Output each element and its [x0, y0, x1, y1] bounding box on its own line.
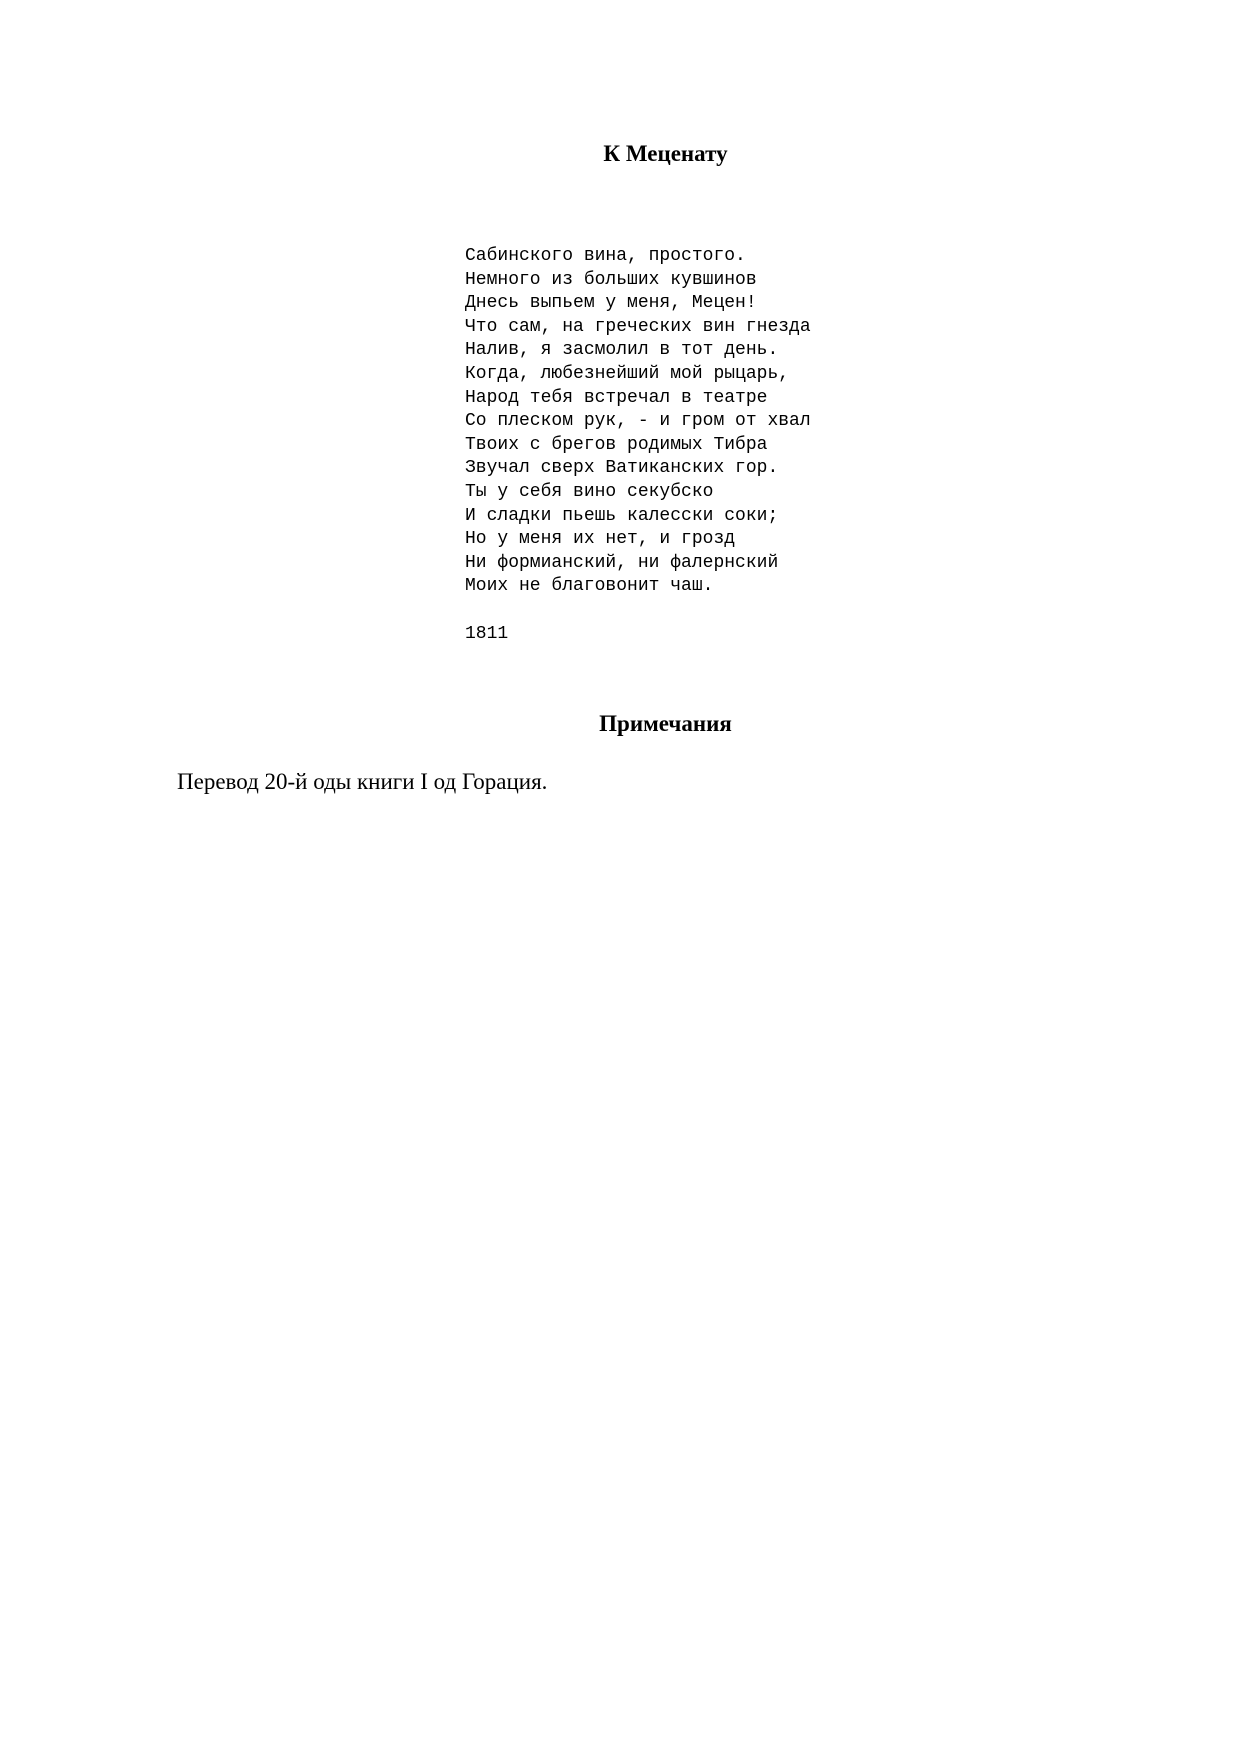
poem-title: К Меценату	[603, 141, 728, 166]
poem-line: И сладки пьешь калесски соки;	[465, 505, 779, 526]
notes-heading: Примечания	[599, 711, 732, 736]
poem-text	[465, 245, 811, 599]
poem-line: Днесь выпьем у меня, Мецен!	[465, 293, 757, 314]
poem-line: Звучал сверх Ватиканских гор.	[465, 458, 779, 479]
poem-line: Твоих с брегов родимых Тибра	[465, 434, 768, 455]
poem-line: Немного из больших кувшинов	[465, 269, 757, 290]
poem-year: 1811	[465, 624, 509, 644]
poem-line: Моих не благовонит чаш.	[465, 576, 714, 597]
poem-line: Но у меня их нет, и грозд	[465, 529, 736, 550]
poem-line: Ты у себя вино секубско	[465, 481, 714, 502]
poem-line: Со плеском рук, - и гром от хвал	[465, 411, 811, 432]
poem-line: Что сам, на греческих вин гнезда	[465, 316, 811, 337]
poem-line: Ни формианский, ни фалернский	[465, 552, 779, 573]
poem-line: Налив, я засмолил в тот день.	[465, 340, 779, 361]
poem-line: Народ тебя встречал в театре	[465, 387, 768, 408]
poem-line: Когда, любезнейший мой рыцарь,	[465, 363, 790, 384]
poem-line: Сабинского вина, простого.	[465, 246, 746, 266]
note-text: Перевод 20-й оды книги I од Горация.	[177, 769, 548, 794]
